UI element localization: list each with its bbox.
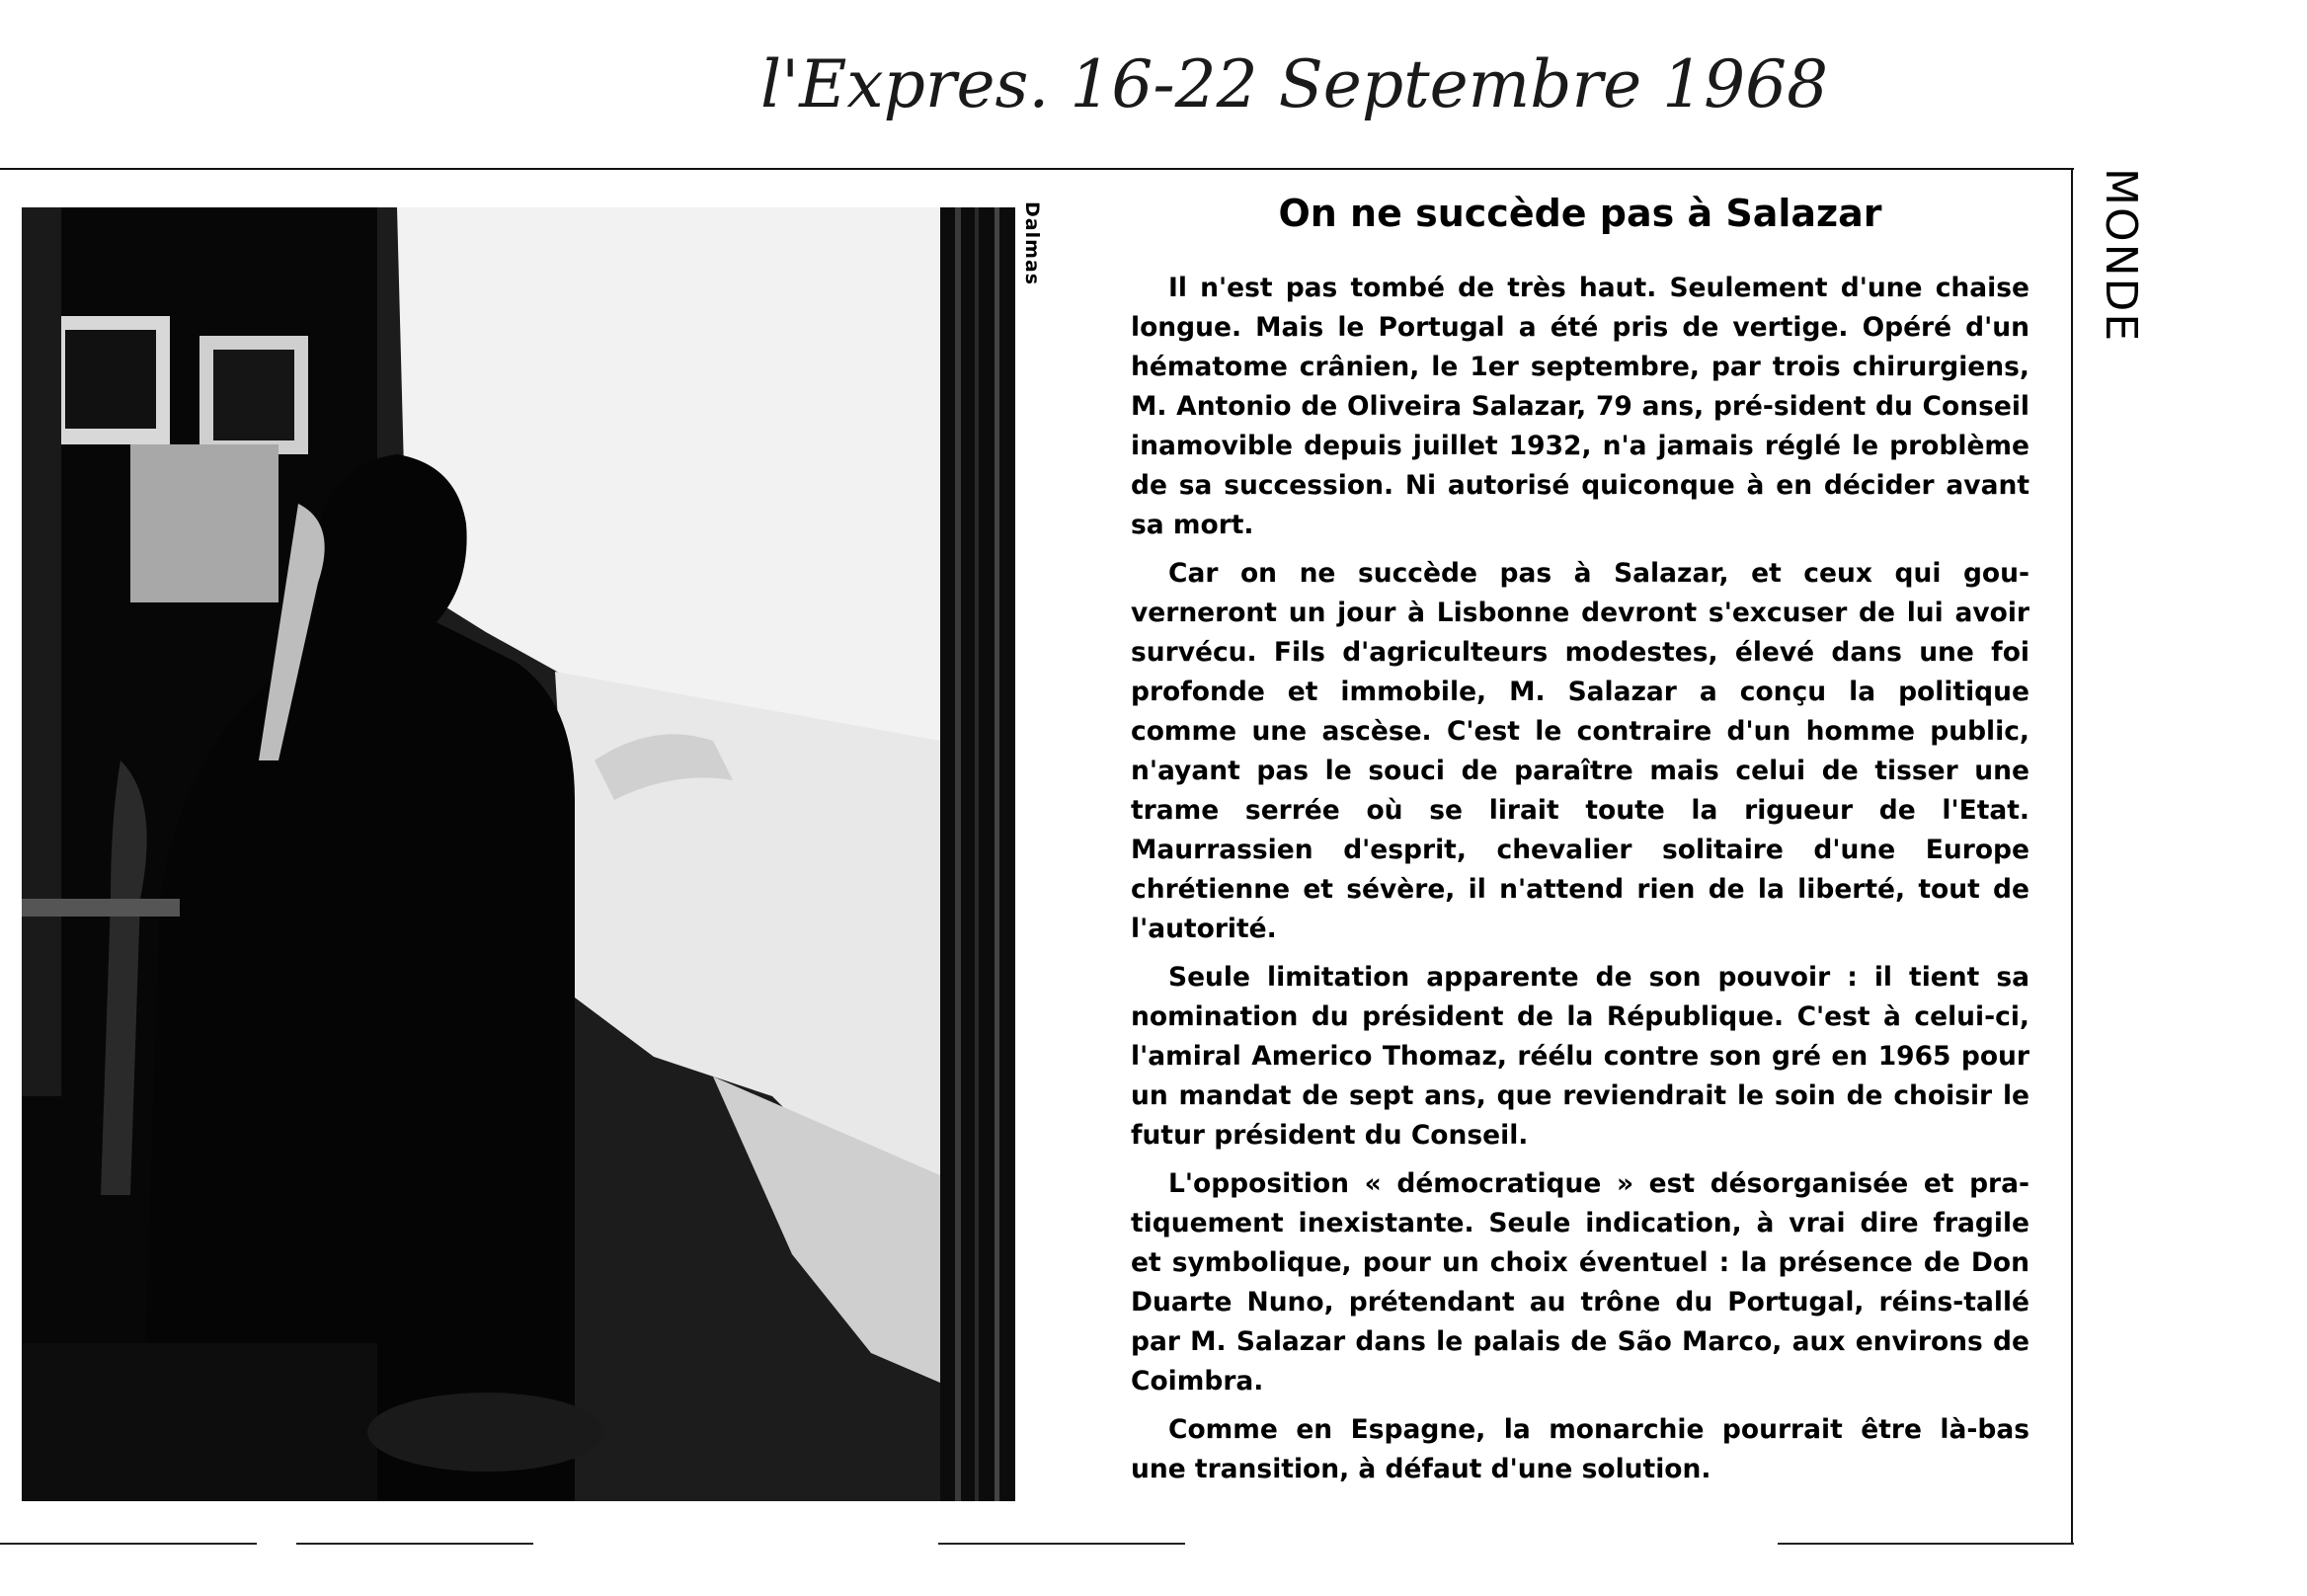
article-photo xyxy=(22,207,1015,1501)
bottom-rule xyxy=(0,1543,257,1545)
bottom-rule xyxy=(938,1543,1185,1545)
photo-credit: Dalmas xyxy=(1021,201,1043,286)
bottom-rule xyxy=(296,1543,533,1545)
top-rule xyxy=(0,168,2074,170)
article-paragraph: Il n'est pas tombé de très haut. Seulement d'une chaise longue. Mais le Portugal a été pris de vertige. Opéré d'un hématome crânien, le 1er septembre, par trois chirurgiens, M. Antonio de Oliveira Salazar, 79 ans, pré-sident du Conseil inamovible depuis juillet 1932, n'a jamais réglé le problème de sa succession. Ni autorisé quiconque à en décider avant sa mort. xyxy=(1131,273,2029,540)
handwritten-source-annotation xyxy=(751,20,1896,138)
article-paragraph: Seule limitation apparente de son pouvoir : il tient sa nomination du président de la République. C'est à celui-ci, l'amiral Americo Thomaz, réélu contre son gré en 1965 pour un mandat de sept ans, que reviendrait le soin de choisir le futur président du Conseil. xyxy=(1131,962,2029,1151)
article-paragraph: Comme en Espagne, la monarchie pourrait être là-bas une transition, à défaut d'une solution. xyxy=(1131,1414,2029,1484)
article-paragraph: L'opposition « démocratique » est désorganisée et pra-tiquement inexistante. Seule indication, à vrai dire fragile et symbolique, pour un choix éventuel : la présence de Don Duarte Nuno, prétendant au trône du Portugal, réins-tallé par M. Salazar dans le palais de São Marco, aux environs de Coimbra. xyxy=(1131,1168,2029,1396)
right-rule xyxy=(2071,168,2073,1545)
article-headline: On ne succède pas à Salazar xyxy=(1278,192,1882,235)
article-paragraph: Car on ne succède pas à Salazar, et ceux qui gou-verneront un jour à Lisbonne devront s'excuser de lui avoir survécu. Fils d'agriculteurs modestes, élevé dans une foi profonde et immobile, M. Salazar a conçu la politique comme une ascèse. C'est le contraire d'un homme public, n'ayant pas le souci de paraître mais celui de tisser une trame serrée où se lirait toute la rigueur de l'Etat. Maurrassien d'esprit, chevalier solitaire d'une Europe chrétienne et sévère, il n'attend rien de la liberté, tout de l'autorité. xyxy=(1131,558,2029,944)
photo-image xyxy=(22,207,1015,1501)
bottom-rule xyxy=(1778,1543,2074,1545)
article xyxy=(1131,188,2029,1498)
handwritten-source-text: l'Expres. 16-22 Septembre 1968 xyxy=(760,46,1829,122)
section-label: MONDE xyxy=(2096,168,2146,344)
